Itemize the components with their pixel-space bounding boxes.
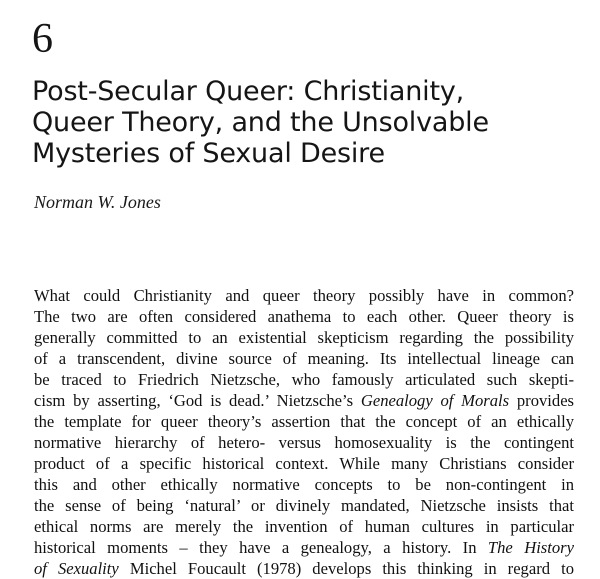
body-text-segment: provides [509,391,575,410]
body-line [34,369,574,390]
body-text-segment: generally committed to an existential skepticism regarding the possibility [34,328,574,347]
chapter-title [32,76,572,169]
chapter-title-line: Queer Theory, and the Unsolvable [32,107,489,138]
body-text-segment: The two are often considered anathema to each other. Queer theory is [34,307,574,326]
body-line [34,390,574,411]
body-text-segment: normative hierarchy of hetero- versus homosexuality is the contingent [34,433,574,452]
body-paragraph [34,285,574,579]
body-text-segment: historical moments – they have a genealogy, a history. In [34,538,488,557]
italic-title-text: The History [487,538,574,557]
body-text-segment: this and other ethically normative concepts to be non-contingent in [34,475,574,494]
body-text-segment: of a transcendent, divine source of meaning. Its intellectual lineage can [34,349,574,368]
body-line [34,558,574,579]
body-line [34,411,574,432]
body-line [34,432,574,453]
body-line [34,474,574,495]
body-text-segment: be traced to Friedrich Nietzsche, who famously articulated such skepti- [34,370,574,389]
chapter-number: 6 [32,16,53,62]
body-line [34,306,574,327]
body-line [34,327,574,348]
body-text-segment: the template for queer theory’s assertion that the concept of an ethically [34,412,574,431]
body-line [34,537,574,558]
chapter-author: Norman W. Jones [34,192,161,212]
chapter-title-line: Post-Secular Queer: Christianity, [32,76,464,107]
body-text-segment: What could Christianity and queer theory possibly have in common? [34,286,574,305]
body-text-segment: Michel Foucault (1978) develops this thinking in regard to [118,559,574,578]
body-line [34,453,574,474]
body-text-segment: the sense of being ‘natural’ or divinely mandated, Nietzsche insists that [34,496,574,515]
chapter-title-line: Mysteries of Sexual Desire [32,138,385,169]
body-line [34,516,574,537]
body-text-segment: ethical norms are merely the invention of human cultures in particular [34,517,574,536]
body-line [34,285,574,306]
italic-title-text: of Sexuality [34,559,119,578]
italic-title-text: Genealogy of Morals [360,391,510,410]
body-text-segment: cism by asserting, ‘God is dead.’ Nietzsche’s [34,391,361,410]
body-line [34,495,574,516]
body-text-segment: product of a specific historical context. While many Christians consider [34,454,574,473]
body-line [34,348,574,369]
